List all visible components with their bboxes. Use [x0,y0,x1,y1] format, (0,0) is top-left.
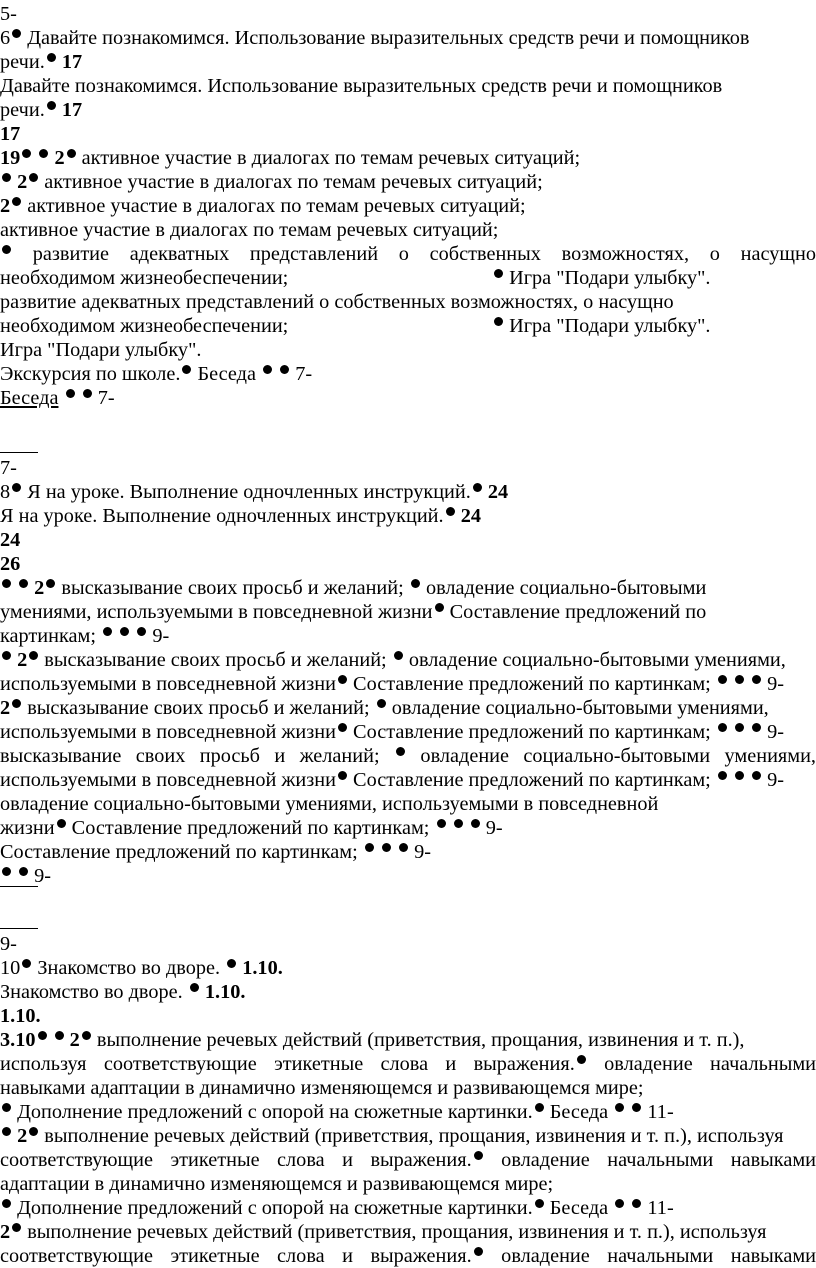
bullet-icon [752,675,761,684]
bullet-icon [474,1247,483,1256]
bullet-icon [365,843,374,852]
bullet-icon [718,723,727,732]
bullet-icon [615,1103,624,1112]
bullet-icon [67,149,76,158]
bullet-icon [735,675,744,684]
text-line: используемыми в повседневной жизни Составление предложений по картинкам; 9- [0,673,785,695]
text-line: Дополнение предложений с опорой на сюжетные картинки. Беседа 11- [0,1196,816,1220]
text-line: 5- [0,3,17,25]
bullet-icon [2,173,11,182]
text-line: используемыми в повседневной жизни Составление предложений по картинкам; 9- [0,769,785,791]
text-line: Дополнение предложений с опорой на сюжетные картинки. Беседа 11- [0,1100,816,1124]
bullet-icon [454,819,463,828]
text-line: Беседа 7- [0,387,115,409]
bullet-icon [2,1127,11,1136]
text-line: речи. 17 [0,51,83,73]
bullet-icon [411,579,420,588]
bullet-icon [2,651,11,660]
bullet-icon [535,1103,544,1112]
text-line: 2 высказывание своих просьб и желаний; овладение социально-бытовыми умениями, [0,648,816,672]
bullet-icon [12,699,21,708]
bullet-icon [474,1151,483,1160]
text-line: используемыми в повседневной жизни Составление предложений по картинкам; 9- [0,721,785,743]
bullet-icon [29,651,38,660]
text-line: соответствующие этикетные слова и выражения. овладение начальными навыками [0,1245,816,1267]
bullet-icon [471,819,480,828]
bullet-icon [446,507,455,516]
text-line: 17 [0,123,21,145]
bullet-icon [82,1031,91,1040]
text-line: развитие адекватных представлений о собственных возможностях, о насущно [0,242,816,266]
bullet-icon [12,197,21,206]
bullet-icon [338,771,347,780]
bullet-icon [338,723,347,732]
bullet-icon [227,959,236,968]
bullet-icon [280,365,289,374]
bullet-icon [19,867,28,876]
bullet-icon [394,651,403,660]
bullet-icon [29,1127,38,1136]
bullet-icon [66,389,75,398]
text-line: необходимом жизнеобеспечении; Игра "Подари улыбку". [0,267,711,289]
text-line: жизни Составление предложений по картинкам; 9- [0,817,503,839]
bullet-icon [399,843,408,852]
bullet-icon [494,269,503,278]
bullet-icon [263,365,272,374]
bullet-icon [83,389,92,398]
bullet-icon [47,53,56,62]
bullet-icon [338,675,347,684]
text-line: 2 высказывание своих просьб и желаний; овладение социально-бытовыми [0,576,816,600]
bullet-icon [55,1031,64,1040]
bullet-icon [103,627,112,636]
bullet-icon [435,603,444,612]
text-line: 8 Я на уроке. Выполнение одночленных инструкций. 24 [0,481,509,503]
text-line: 10 Знакомство во дворе. 1.10. [0,957,283,979]
bullet-icon [382,843,391,852]
text-line: навыками адаптации в динамично изменяющемся и развивающемся мире; [0,1077,644,1099]
text-line: Знакомство во дворе. 1.10. [0,981,246,1003]
bullet-icon [57,819,66,828]
bullet-icon [19,579,28,588]
text-line: Составление предложений по картинкам; 9- [0,841,431,863]
text-line: умениями, используемыми в повседневной жизни Составление предложений по [0,601,707,623]
bullet-icon [494,317,503,326]
bullet-icon [377,699,386,708]
bullet-icon [735,723,744,732]
text-line: речи. 17 [0,99,83,121]
bullet-icon [22,149,31,158]
text-line: овладение социально-бытовыми умениями, используемыми в повседневной [0,793,659,815]
bullet-icon [190,983,199,992]
text-line: необходимом жизнеобеспечении; Игра "Подари улыбку". [0,315,711,337]
section-separator [0,452,38,453]
bullet-icon [752,723,761,732]
bullet-icon [2,579,11,588]
bullet-icon [535,1199,544,1208]
bullet-icon [182,365,191,374]
bullet-icon [735,771,744,780]
text-line: высказывание своих просьб и желаний; овладение социально-бытовыми умениями, [0,745,816,767]
text-line: 7- [0,457,17,479]
text-line: 24 [0,529,21,551]
bullet-icon [12,1223,21,1232]
bullet-icon [752,771,761,780]
bullet-icon [632,1103,641,1112]
bullet-icon [12,29,21,38]
bullet-icon [2,1199,11,1208]
text-line: 2 высказывание своих просьб и желаний; овладение социально-бытовыми умениями, [0,697,769,719]
text-line: Экскурсия по школе. Беседа 7- [0,363,313,385]
text-line: 1.10. [0,1005,41,1027]
text-line: 2 выполнение речевых действий (приветствия, прощания, извинения и т. п.), используя [0,1221,767,1243]
bullet-icon [29,173,38,182]
text-line: Игра "Подари улыбку". [0,339,202,361]
text-line: 3.10 2 выполнение речевых действий (приветствия, прощания, извинения и т. п.), [0,1029,745,1051]
bullet-icon [38,1031,47,1040]
bullet-icon [718,771,727,780]
bullet-icon [2,1103,11,1112]
bullet-icon [718,675,727,684]
bullet-icon [137,627,146,636]
bullet-icon [46,579,55,588]
text-line: используя соответствующие этикетные слова и выражения. овладение начальными [0,1053,816,1075]
text-line: 2 активное участие в диалогах по темам речевых ситуаций; [0,195,526,217]
section-separator [0,886,38,887]
bullet-icon [22,959,31,968]
section-separator [0,928,38,929]
text-line: 9- [0,864,816,888]
text-line: 2 активное участие в диалогах по темам речевых ситуаций; [0,170,816,194]
text-line: 19 2 активное участие в диалогах по темам речевых ситуаций; [0,147,581,169]
bullet-icon [437,819,446,828]
text-line: 6 Давайте познакомимся. Использование выразительных средств речи и помощников [0,27,750,49]
text-line: 2 выполнение речевых действий (приветствия, прощания, извинения и т. п.), используя [0,1124,816,1148]
bullet-icon [577,1055,586,1064]
text-line: картинкам; 9- [0,625,170,647]
text-line: активное участие в диалогах по темам речевых ситуаций; [0,219,499,241]
bullet-icon [615,1199,624,1208]
text-line: развитие адекватных представлений о собственных возможностях, о насущно [0,291,674,313]
bullet-icon [396,747,405,756]
bullet-icon [47,101,56,110]
bullet-icon [120,627,129,636]
text-line: Давайте познакомимся. Использование выразительных средств речи и помощников [0,75,723,97]
bullet-icon [2,867,11,876]
bullet-icon [473,483,482,492]
text-line: Я на уроке. Выполнение одночленных инструкций. 24 [0,505,481,527]
text-line: адаптации в динамично изменяющемся и развивающемся мире; [0,1173,554,1195]
text-line: соответствующие этикетные слова и выражения. овладение начальными навыками [0,1149,816,1171]
bullet-icon [39,149,48,158]
text-line: 9- [0,933,17,955]
bullet-icon [2,245,11,254]
bullet-icon [12,483,21,492]
text-line: 26 [0,553,21,575]
bullet-icon [632,1199,641,1208]
